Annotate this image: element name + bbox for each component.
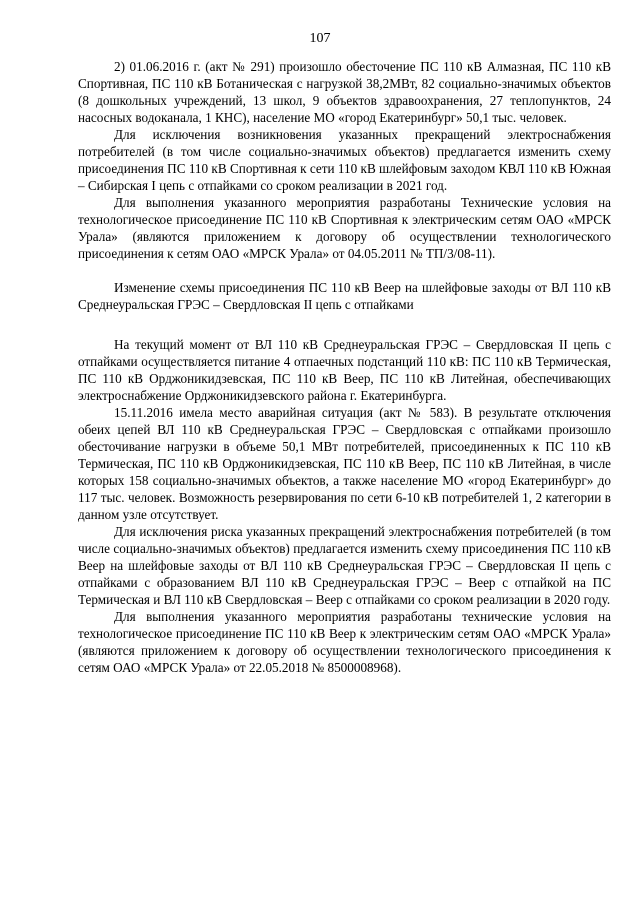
document-body [78,58,611,676]
paragraph-veer-proposal: Для исключения риска указанных прекращений электроснабжения потребителей (в том числе социально-значимых объектов) предлагается изменить схему присоединения ПС 110 кВ Веер на шлейфовые заходы от ВЛ 110 кВ Среднеуральская ГРЭС – Свердловская II цепь с отпайками с образованием ВЛ 110 кВ Среднеуральская ГРЭС – Веер с отпайкой на ПС Термическая и ВЛ 110 кВ Свердловская – Веер с отпайками со сроком реализации в 2020 году. [78,524,611,607]
paragraph-sportivnaya-tech-conditions: Для выполнения указанного мероприятия разработаны Технические условия на технологическое присоединение ПС 110 кВ Спортивная к электрическим сетям ОАО «МРСК Урала» (являются приложением к договору об осуществлении технологического присоединения к сетям ОАО «МРСК Урала» от 04.05.2011 № ТП/3/08-11). [78,195,611,261]
section-heading-veer: Изменение схемы присоединения ПС 110 кВ Веер на шлейфовые заходы от ВЛ 110 кВ Среднеуральская ГРЭС – Свердловская II цепь с отпайками [78,280,611,312]
spacer [78,262,611,279]
paragraph-sportivnaya-proposal: Для исключения возникновения указанных прекращений электроснабжения потребителей (в том числе социально-значимых объектов) предлагается изменить схему присоединения ПС 110 кВ Спортивная к сети 110 кВ шлейфовым заходом КВЛ 110 кВ Южная – Сибирская I цепь с отпайками со сроком реализации в 2021 год. [78,127,611,193]
paragraph-outage-2016-11: 15.11.2016 имела место аварийная ситуация (акт № 583). В результате отключения обеих цепей ВЛ 110 кВ Среднеуральская ГРЭС – Свердловская с отпайками произошло обесточивание нагрузки в объеме 50,1 МВт потребителей, присоединенных к ПС 110 кВ Термическая, ПС 110 кВ Орджоникидзевская, ПС 110 кВ Веер, ПС 110 кВ Литейная, в числе которых 158 социально-значимых объектов, а также население МО «город Екатеринбург» до 117 тыс. человек. Возможность резервирования по сети 6-10 кВ потребителей 1, 2 категории в данном узле отсутствует. [78,405,611,522]
paragraph-current-supply: На текущий момент от ВЛ 110 кВ Среднеуральская ГРЭС – Свердловская II цепь с отпайками осуществляется питание 4 отпаечных подстанций 110 кВ: ПС 110 кВ Термическая, ПС 110 кВ Орджоникидзевская, ПС 110 кВ Веер, ПС 110 кВ Литейная, обеспечивающих электроснабжение Орджоникидзевского района г. Екатеринбурга. [78,337,611,403]
paragraph-outage-2016-06: 2) 01.06.2016 г. (акт № 291) произошло обесточение ПС 110 кВ Алмазная, ПС 110 кВ Спортивная, ПС 110 кВ Ботаническая с нагрузкой 38,2МВт, 82 социально-значимых объектов (8 дошкольных учреждений, 13 школ, 9 объектов здравоохранения, 27 теплопунктов, 24 насосных водоканала, 1 КНС), население МО «город Екатеринбург» 50,1 тыс. человек. [78,59,611,125]
paragraph-veer-tech-conditions: Для выполнения указанного мероприятия разработаны технические условия на технологическое присоединение ПС 110 кВ Веер к электрическим сетям ОАО «МРСК Урала» (являются приложением к договору об осуществлении технологического присоединения к сетям ОАО «МРСК Урала» от 22.05.2018 № 8500008968). [78,609,611,675]
page-number: 107 [309,31,331,46]
spacer [78,313,611,336]
